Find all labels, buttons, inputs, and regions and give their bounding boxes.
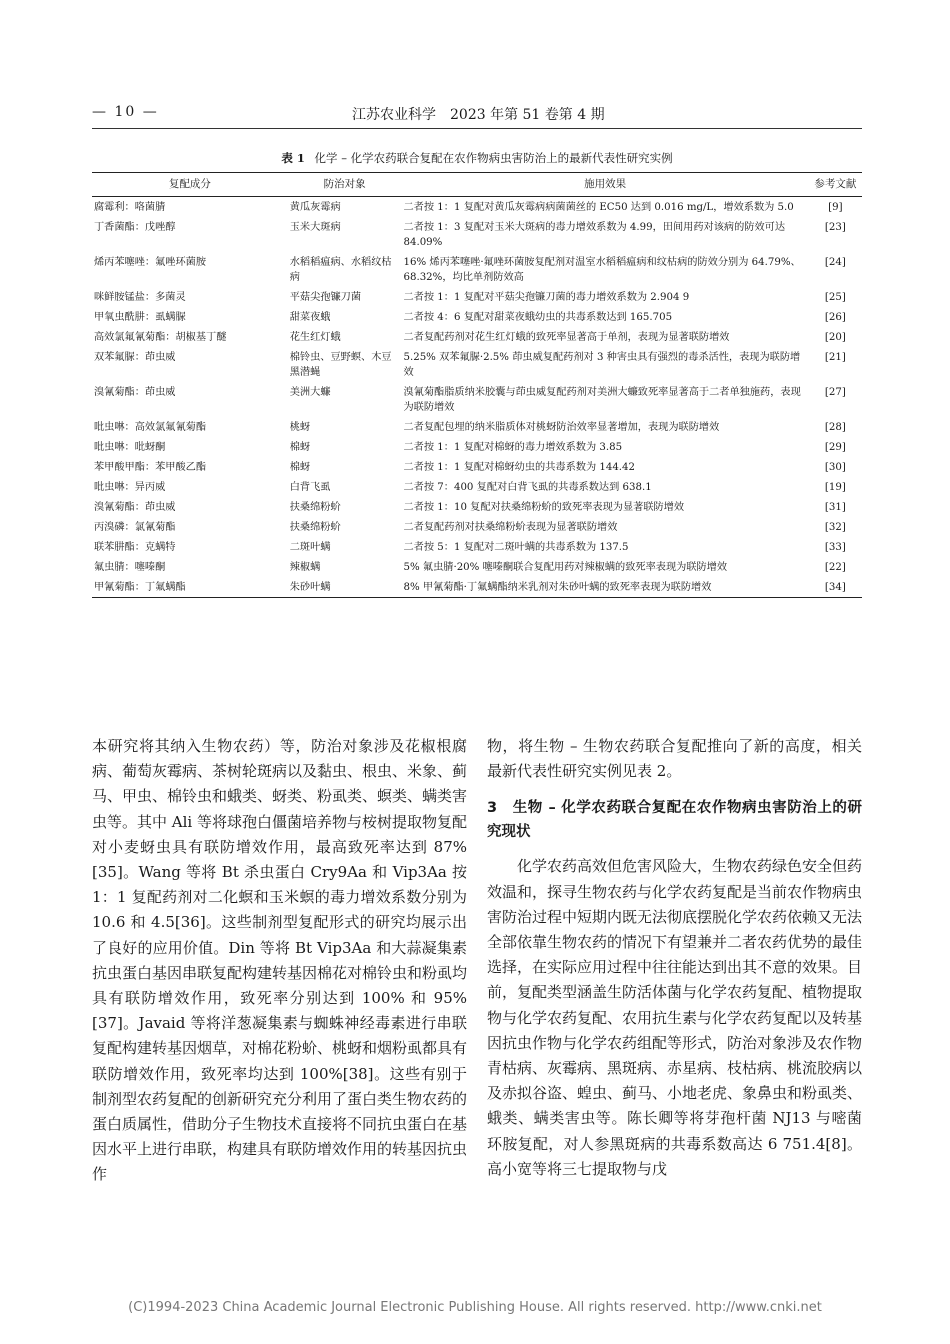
- table-cell: [29]: [824, 442, 846, 453]
- table-cell: 溴氰菊酯：茚虫威: [94, 502, 176, 513]
- table-cell: 吡虫啉：吡蚜酮: [94, 442, 166, 453]
- table-cell: 扶桑绵粉蚧: [289, 502, 341, 513]
- body-paragraph: 化学农药高效但危害风险大，生物农药绿色安全但药效温和，探寻生物农药与化学农药复配是当前农作物病虫害防治过程中短期内既无法彻底摆脱化学农药依赖又无法全部依靠生物农药的情况下有望兼并二者农药优势的最佳选择，在实际应用过程中往往能达到出其不意的效果。目前，复配类型涵盖生防活体菌与化学农药复配、植物提取物与化学农药复配、农用抗生素与化学农药复配以及转基因抗虫作物与化学农药组配等形式，防治对象涉及农作物青枯病、灰霉病、黑斑病、赤星病、枝枯病、桃流胶病以及赤拟谷盗、蝗虫、蓟马、小地老虎、象鼻虫和粉虱类、蛾类、螨类害虫等。陈长卿等将芽孢杆菌 NJ13 与嘧菌环胺复配，对人参黑斑病的共毒系数高达 6 751.4[8]。高小宽等将三七提取物与戊: [487, 857, 863, 1178]
- table-row: [92, 252, 862, 287]
- table-cell: 二者按 4：6 复配对甜菜夜蛾幼虫的共毒系数达到 165.705: [403, 312, 673, 323]
- table-cell: 吡虫啉：高效氯氟氰菊酯: [94, 422, 207, 433]
- table-cell: 辣椒螨: [289, 562, 321, 573]
- data-table: [92, 172, 862, 598]
- table-cell: [28]: [824, 422, 846, 433]
- table-cell: [25]: [824, 292, 846, 303]
- table-cell: 扶桑绵粉蚧: [289, 522, 341, 533]
- table-cell: [33]: [824, 542, 846, 553]
- header-rule: [92, 128, 862, 129]
- table-cell: 甜菜夜蛾: [289, 312, 331, 323]
- table-cell: 溴氰菊酯脂质纳米胶囊与茚虫威复配药剂对美洲大蠊致死率显著高于二者单独施药，表现为联防增效: [403, 387, 801, 413]
- table-row: [92, 557, 862, 577]
- table-row: [92, 382, 862, 417]
- table-cell: [24]: [824, 257, 846, 268]
- table-cell: 高效氯氟氰菊酯：胡椒基丁醚: [94, 332, 227, 343]
- table-cell: 二者按 1：3 复配对玉米大斑病的毒力增效系数为 4.99，田间用药对该病的防效可达 84.09%: [403, 222, 786, 248]
- column-header: 防治对象: [288, 173, 402, 197]
- table-cell: 丁香菌酯：戊唑醇: [94, 222, 176, 233]
- table-cell: [27]: [824, 387, 846, 398]
- table-row: [92, 477, 862, 497]
- table-cell: 花生红灯蛾: [289, 332, 341, 343]
- table-caption: [92, 150, 862, 166]
- table-row: [92, 437, 862, 457]
- table-cell: 二者复配包埋的纳米脂质体对桃蚜防治效率显著增加，表现为联防增效: [403, 422, 720, 433]
- table-cell: 二者按 5：1 复配对二斑叶螨的共毒系数为 137.5: [403, 542, 629, 553]
- table-cell: [31]: [824, 502, 846, 513]
- table-cell: [30]: [824, 462, 846, 473]
- body-paragraph: 物，将生物 – 生物农药联合复配推向了新的高度，相关最新代表性研究实例见表 2。: [487, 737, 862, 781]
- table-cell: 16% 烯丙苯噻唑·氟唑环菌胺复配剂对温室水稻稻瘟病和纹枯病的防效分别为 64.79%、68.32%，均比单剂防效高: [403, 257, 801, 283]
- table-cell: 双苯氟脲：茚虫威: [94, 352, 176, 363]
- table-row: [92, 457, 862, 477]
- table-cell: 黄瓜灰霉病: [289, 202, 341, 213]
- table-cell: 玉米大斑病: [289, 222, 341, 233]
- table-cell: [20]: [824, 332, 846, 343]
- table-row: [92, 517, 862, 537]
- column-header: 复配成分: [92, 173, 288, 197]
- table-cell: 咪鲜胺锰盐：多菌灵: [94, 292, 186, 303]
- table-cell: 水稻稻瘟病、水稻纹枯病: [289, 257, 392, 283]
- table-header-row: [92, 173, 862, 197]
- table-cell: 棉蚜: [289, 442, 311, 453]
- table-cell: [21]: [824, 352, 846, 363]
- table-cell: 甲氰菊酯：丁氟螨酯: [92, 577, 288, 598]
- table-row: [92, 217, 862, 252]
- journal-title: 江苏农业科学 2023 年第 51 卷第 4 期: [352, 107, 605, 123]
- table-cell: 棉铃虫、豆野螟、木豆黑潜蝇: [289, 352, 392, 378]
- table-cell: 二者按 1：1 复配对棉蚜的毒力增效系数为 3.85: [403, 442, 623, 453]
- table-cell: 二者按 1：10 复配对扶桑绵粉蚧的致死率表现为显著联防增效: [403, 502, 685, 513]
- table-row: [92, 577, 862, 598]
- table-cell: 二者复配药剂对扶桑绵粉蚧表现为显著联防增效: [403, 522, 618, 533]
- table-cell: 朱砂叶螨: [288, 577, 402, 598]
- table-cell: 烯丙苯噻唑：氟唑环菌胺: [94, 257, 207, 268]
- section-heading: 3 生物 – 化学农药联合复配在农作物病虫害防治上的研究现状: [487, 800, 862, 841]
- table-cell: 白背飞虱: [289, 482, 331, 493]
- table-row: [92, 327, 862, 347]
- table-row: [92, 497, 862, 517]
- table-cell: 二斑叶螨: [289, 542, 331, 553]
- table-cell: [22]: [824, 562, 846, 573]
- table-cell: [26]: [824, 312, 846, 323]
- table-cell: 二者按 1：1 复配对棉蚜幼虫的共毒系数为 144.42: [403, 462, 636, 473]
- table-cell: 溴氰菊酯：茚虫威: [94, 387, 176, 398]
- table-row: [92, 307, 862, 327]
- column-header: 参考文献: [809, 173, 862, 197]
- table-cell: [19]: [824, 482, 846, 493]
- table-label: 表 1: [281, 151, 305, 165]
- right-column: [487, 734, 862, 1182]
- table-row: [92, 417, 862, 437]
- table-row: [92, 287, 862, 307]
- table-cell: [23]: [824, 222, 846, 233]
- running-header: [92, 98, 862, 124]
- table-cell: 二者复配药剂对花生红灯蛾的致死率显著高于单剂，表现为显著联防增效: [403, 332, 730, 343]
- column-header: 施用效果: [402, 173, 809, 197]
- table-title: 化学 – 化学农药联合复配在农作物病虫害防治上的最新代表性研究实例: [314, 151, 673, 165]
- table-cell: 8% 甲氰菊酯·丁氟螨酯纳米乳剂对朱砂叶螨的致死率表现为联防增效: [402, 577, 809, 598]
- table-row: [92, 197, 862, 218]
- table-cell: [32]: [824, 522, 846, 533]
- table-cell: 联苯肼酯：克螨特: [94, 542, 176, 553]
- table-cell: 二者按 1：1 复配对黄瓜灰霉病病菌菌丝的 EC50 达到 0.016 mg/L，增效系数为 5.0: [403, 202, 794, 213]
- table-cell: 棉蚜: [289, 462, 311, 473]
- table-cell: 美洲大蠊: [289, 387, 331, 398]
- page-number: — 10 —: [92, 104, 159, 120]
- table-cell: [34]: [809, 577, 862, 598]
- table-cell: 甲氧虫酰肼：虱螨脲: [94, 312, 186, 323]
- table-cell: 5% 氟虫腈·20% 噻嗪酮联合复配用药对辣椒螨的致死率表现为联防增效: [403, 562, 728, 573]
- table-cell: 苯甲酸甲酯：苯甲酸乙酯: [94, 462, 207, 473]
- table-row: [92, 537, 862, 557]
- table-cell: 5.25% 双苯氟脲·2.5% 茚虫威复配药剂对 3 种害虫具有强烈的毒杀活性，表现为联防增效: [403, 352, 801, 378]
- body-paragraph: 本研究将其纳入生物农药）等，防治对象涉及花椒根腐病、葡萄灰霉病、茶树轮斑病以及黏虫、根虫、米象、蓟马、甲虫、棉铃虫和蛾类、蚜类、粉虱类、螟类、螨类害虫等。其中 Ali 等将球孢白僵菌培养物与桉树提取物复配对小麦蚜虫具有联防增效作用，最高致死率达到 87%[35]。Wang 等将 Bt 杀虫蛋白 Cry9Aa 和 Vip3Aa 按 1：1 复配药剂对二化螟和玉米螟的毒力增效系数分别为 10.6 和 4.5[36]。这些制剂型复配形式的研究均展示出了良好的应用价值。Din 等将 Bt Vip3Aa 和大蒜凝集素抗虫蛋白基因串联复配构建转基因棉花对棉铃虫和粉虱均具有联防增效作用，致死率分别达到 100% 和 95%[37]。Javaid 等将洋葱凝集素与蜘蛛神经毒素进行串联复配构建转基因烟草，对棉花粉蚧、桃蚜和烟粉虱都具有联防增效作用，致死率均达到 100%[38]。这些有别于制剂型农药复配的创新研究充分利用了蛋白类生物农药的蛋白质属性，借助分子生物技术直接将不同抗虫蛋白在基因水平上进行串联，构建具有联防增效作用的转基因抗虫作: [92, 737, 468, 1184]
- table-cell: 二者按 1：1 复配对平菇尖孢镰刀菌的毒力增效系数为 2.904 9: [403, 292, 690, 303]
- table-cell: 桃蚜: [289, 422, 311, 433]
- left-column: [92, 734, 467, 1188]
- table-cell: 平菇尖孢镰刀菌: [289, 292, 362, 303]
- copyright-footer: (C)1994-2023 China Academic Journal Electronic Publishing House. All rights reserved. http://www.cnki.net: [128, 1300, 822, 1315]
- table-cell: 腐霉利：咯菌腈: [94, 202, 166, 213]
- table-cell: 二者按 7：400 复配对白背飞虱的共毒系数达到 638.1: [403, 482, 652, 493]
- table-cell: 丙溴磷：氯氰菊酯: [94, 522, 176, 533]
- table-cell: 氟虫腈：噻嗪酮: [94, 562, 166, 573]
- table-row: [92, 347, 862, 382]
- table-cell: 吡虫啉：异丙威: [94, 482, 166, 493]
- table-cell: [9]: [828, 202, 843, 213]
